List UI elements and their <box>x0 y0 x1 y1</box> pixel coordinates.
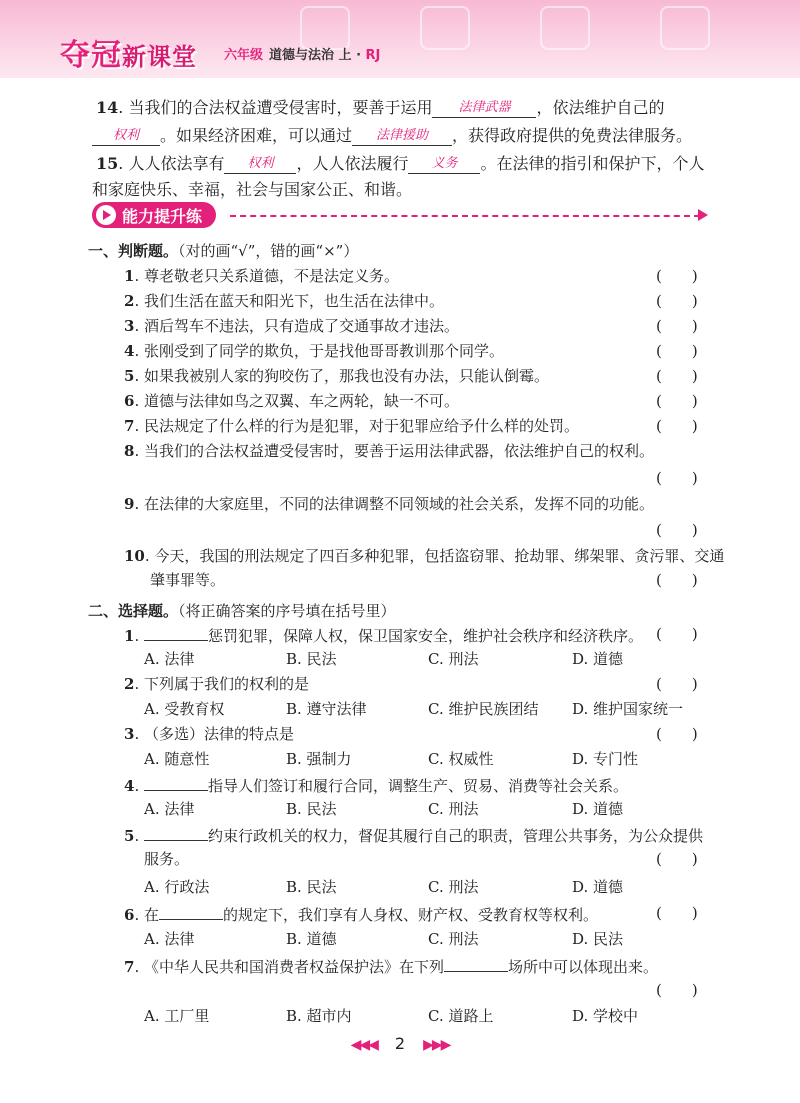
judge-item-9 <box>124 494 654 514</box>
option-b: B. 民法 <box>286 800 337 818</box>
fill-line[interactable] <box>444 955 508 972</box>
judge-item-4 <box>124 341 504 361</box>
option-d: D. 学校中 <box>572 1007 639 1025</box>
question-text: 和家庭快乐、幸福，社会与国家公正、和谐。 <box>92 180 413 199</box>
answer-bracket[interactable]: ( ) <box>656 850 698 868</box>
option-a: A. 工厂里 <box>144 1007 210 1025</box>
option-d: D. 道德 <box>572 650 624 668</box>
option-a: A. 法律 <box>144 930 195 948</box>
option-c: C. 道路上 <box>428 1007 494 1025</box>
edition-label: RJ <box>365 48 381 63</box>
item-text: . 民法规定了什么样的行为是犯罪，对于犯罪应给予什么样的处罚。 <box>134 417 579 435</box>
item-text: . （多选）法律的特点是 <box>134 725 294 743</box>
option-d: D. 专门性 <box>572 750 639 768</box>
item-number: 4 <box>124 342 135 360</box>
item-number: 9 <box>124 495 135 513</box>
book-subtitle <box>224 44 380 63</box>
option-b: B. 强制力 <box>286 750 352 768</box>
header-decoration <box>660 6 710 50</box>
option-b: B. 遵守法律 <box>286 700 367 718</box>
item-text: . <box>134 777 144 795</box>
item-text: . 尊老敬老只关系道德，不是法定义务。 <box>134 267 399 285</box>
choice-item-1 <box>124 624 643 646</box>
fill-question-15 <box>96 154 704 174</box>
subject-label: 道德与法治 上 · <box>269 48 366 63</box>
judge-heading <box>88 240 358 261</box>
logo-main: 夺冠 <box>60 38 122 73</box>
answer-bracket[interactable]: ( ) <box>656 625 698 643</box>
answer-bracket[interactable]: ( ) <box>656 725 698 743</box>
question-text: . 当我们的合法权益遭受侵害时，要善于运用 <box>118 98 433 117</box>
answer-bracket[interactable]: ( ) <box>656 367 698 385</box>
answer-bracket[interactable]: ( ) <box>656 469 698 487</box>
section-title: 能力提升练 <box>122 206 203 226</box>
answer-bracket[interactable]: ( ) <box>656 904 698 922</box>
header-decoration <box>420 6 470 50</box>
item-text: . 道德与法律如鸟之双翼、车之两轮，缺一不可。 <box>134 392 459 410</box>
question-text: ，获得政府提供的免费法律服务。 <box>452 126 693 145</box>
heading-text: 一、判断题。 <box>88 242 179 260</box>
answer-bracket[interactable]: ( ) <box>656 981 698 999</box>
item-text: . 在 <box>134 906 159 924</box>
item-text: 场所中可以体现出来。 <box>507 958 658 976</box>
item-number: 6 <box>124 392 135 410</box>
option-c: C. 刑法 <box>428 650 479 668</box>
section-banner <box>92 202 216 228</box>
item-text: . 在法律的大家庭里，不同的法律调整不同领域的社会关系，发挥不同的功能。 <box>134 495 654 513</box>
item-number: 2 <box>124 675 135 693</box>
choice-heading <box>88 600 396 621</box>
question-text: . 人人依法享有 <box>118 154 225 173</box>
item-number: 5 <box>124 367 135 385</box>
item-number: 1 <box>124 267 135 285</box>
option-b: B. 超市内 <box>286 1007 352 1025</box>
item-text: . <box>134 827 144 845</box>
item-number: 10 <box>124 547 145 565</box>
option-a: A. 随意性 <box>144 750 210 768</box>
option-c: C. 权威性 <box>428 750 494 768</box>
question-text: 。在法律的指引和保护下，个人 <box>480 154 705 173</box>
option-d: D. 道德 <box>572 800 624 818</box>
page-footer <box>0 1034 800 1053</box>
judge-item-10-cont: 肇事罪等。 <box>150 571 226 589</box>
item-text: . 下列属于我们的权利的是 <box>134 675 309 693</box>
fill-line[interactable] <box>144 774 208 791</box>
arrow-right-icon <box>698 209 708 221</box>
heading-note: （将正确答案的序号填在括号里） <box>178 602 396 620</box>
next-arrows-icon: ▶▶▶ <box>423 1037 450 1053</box>
fill-question-14-cont <box>92 126 692 146</box>
judge-item-8 <box>124 441 654 461</box>
option-a: A. 行政法 <box>144 878 210 896</box>
item-text: 的规定下，我们享有人身权、财产权、受教育权等权利。 <box>222 906 598 924</box>
item-number: 4 <box>124 777 135 795</box>
answer-bracket[interactable]: ( ) <box>656 571 698 589</box>
fill-line[interactable] <box>144 624 208 641</box>
option-b: B. 道德 <box>286 930 337 948</box>
answer-bracket[interactable]: ( ) <box>656 521 698 539</box>
item-text: . <box>134 627 144 645</box>
option-b: B. 民法 <box>286 650 337 668</box>
page-header <box>0 0 800 78</box>
item-text: . 当我们的合法权益遭受侵害时，要善于运用法律武器，依法维护自己的权利。 <box>134 442 654 460</box>
item-text: . 今天，我国的刑法规定了四百多种犯罪，包括盗窃罪、抢劫罪、绑架罪、贪污罪、交通 <box>144 547 725 565</box>
answer-bracket[interactable]: ( ) <box>656 292 698 310</box>
item-number: 3 <box>124 725 135 743</box>
judge-item-7 <box>124 416 579 436</box>
heading-text: 二、选择题。 <box>88 602 179 620</box>
question-number: 15 <box>96 154 119 173</box>
answer-blank: 法律武器 <box>432 98 536 118</box>
choice-item-6 <box>124 903 598 925</box>
judge-item-3 <box>124 316 459 336</box>
option-a: A. 受教育权 <box>144 700 225 718</box>
option-c: C. 刑法 <box>428 878 479 896</box>
answer-bracket[interactable]: ( ) <box>656 342 698 360</box>
option-c: C. 刑法 <box>428 800 479 818</box>
judge-item-6 <box>124 391 459 411</box>
choice-item-4 <box>124 774 628 796</box>
answer-bracket[interactable]: ( ) <box>656 675 698 693</box>
play-icon <box>96 205 116 225</box>
brand-logo <box>60 30 197 74</box>
option-a: A. 法律 <box>144 650 195 668</box>
item-text: . 我们生活在蓝天和阳光下，也生活在法律中。 <box>134 292 444 310</box>
prev-arrows-icon: ◀◀◀ <box>350 1037 377 1053</box>
section-badge <box>92 202 216 228</box>
item-text: . 酒后驾车不违法，只有造成了交通事故才违法。 <box>134 317 459 335</box>
choice-item-2 <box>124 674 309 694</box>
item-number: 1 <box>124 627 135 645</box>
item-text: . 张刚受到了同学的欺负，于是找他哥哥教训那个同学。 <box>134 342 504 360</box>
choice-item-5-cont: 服务。 <box>144 850 190 868</box>
answer-blank: 权利 <box>224 154 296 174</box>
question-number: 14 <box>96 98 119 117</box>
item-number: 2 <box>124 292 135 310</box>
fill-question-14 <box>96 98 664 118</box>
choice-item-3 <box>124 724 294 744</box>
option-d: D. 道德 <box>572 878 624 896</box>
header-decoration <box>540 6 590 50</box>
heading-note: （对的画“√”，错的画“×”） <box>178 242 359 260</box>
judge-item-10 <box>124 546 724 566</box>
answer-bracket[interactable]: ( ) <box>656 267 698 285</box>
choice-item-5 <box>124 824 703 846</box>
answer-blank: 法律援助 <box>352 126 452 146</box>
item-text: 惩罚犯罪，保障人权，保卫国家安全，维护社会秩序和经济秩序。 <box>207 627 643 645</box>
option-c: C. 维护民族团结 <box>428 700 539 718</box>
item-number: 6 <box>124 906 135 924</box>
option-c: C. 刑法 <box>428 930 479 948</box>
item-number: 5 <box>124 827 135 845</box>
option-d: D. 维护国家统一 <box>572 700 684 718</box>
fill-line[interactable] <box>159 903 223 920</box>
judge-item-5 <box>124 366 549 386</box>
item-text: 约束行政机关的权力，督促其履行自己的职责，管理公共事务，为公众提供 <box>207 827 703 845</box>
answer-bracket[interactable]: ( ) <box>656 417 698 435</box>
fill-line[interactable] <box>144 824 208 841</box>
question-text: 。如果经济困难，可以通过 <box>160 126 353 145</box>
answer-blank: 权利 <box>92 126 160 146</box>
option-d: D. 民法 <box>572 930 624 948</box>
fill-question-15-cont <box>92 180 412 200</box>
answer-blank: 义务 <box>408 154 480 174</box>
option-a: A. 法律 <box>144 800 195 818</box>
grade-label: 六年级 <box>224 48 264 63</box>
option-b: B. 民法 <box>286 878 337 896</box>
answer-bracket[interactable]: ( ) <box>656 392 698 410</box>
choice-item-7 <box>124 955 658 977</box>
item-number: 7 <box>124 417 135 435</box>
item-number: 7 <box>124 958 135 976</box>
item-text: . 《中华人民共和国消费者权益保护法》在下列 <box>134 958 444 976</box>
judge-item-2 <box>124 291 444 311</box>
answer-bracket[interactable]: ( ) <box>656 317 698 335</box>
section-divider <box>230 215 700 217</box>
question-text: ，依法维护自己的 <box>536 98 665 117</box>
logo-sub: 新课堂 <box>122 43 197 71</box>
item-text: 指导人们签订和履行合同，调整生产、贸易、消费等社会关系。 <box>207 777 628 795</box>
judge-item-1 <box>124 266 399 286</box>
page-number: 2 <box>394 1034 406 1053</box>
item-text: . 如果我被别人家的狗咬伤了，那我也没有办法，只能认倒霉。 <box>134 367 549 385</box>
question-text: ，人人依法履行 <box>296 154 409 173</box>
item-number: 8 <box>124 442 135 460</box>
item-number: 3 <box>124 317 135 335</box>
